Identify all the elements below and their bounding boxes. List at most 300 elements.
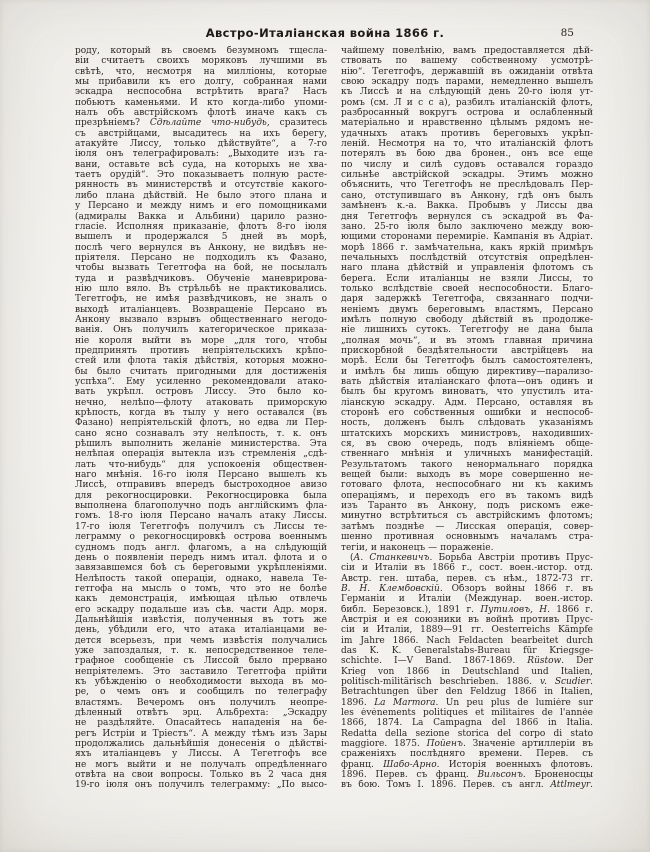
italic-text-segment: Rüstow (527, 656, 562, 667)
text-line (341, 584, 593, 594)
text-line (341, 760, 593, 770)
text-line (75, 67, 327, 77)
text-segment: пріятеля. Персано не подходилъ къ Фазано, (75, 252, 327, 263)
text-line (341, 87, 593, 97)
text-segment: чайшему повелѣнію, вамъ предоставляется дѣй- (341, 46, 593, 56)
text-columns (75, 46, 593, 791)
text-line (75, 274, 327, 284)
text-line (341, 77, 593, 87)
text-segment: Betrachtungen über den Feldzug 1866 in Italien, (341, 687, 593, 698)
text-segment: ствовать по вашему собственному усмотрѣ- (341, 56, 593, 67)
text-line (75, 377, 327, 387)
text-line (341, 243, 593, 253)
text-segment: наго мнѣнія. 16-го іюля Персано вышелъ къ (75, 470, 327, 481)
text-segment: судномъ подъ англ. флагомъ, а на слѣдующій (75, 542, 327, 553)
text-segment: мы прибавили къ его долгу, собранная нами (75, 77, 327, 88)
text-segment: les événements politiques et militaires de l'année (341, 708, 593, 718)
text-line (75, 263, 327, 273)
text-segment: его эскадру подальше изъ сѣв. части Адр. моря. (75, 604, 327, 615)
text-line (75, 418, 327, 428)
text-line (341, 646, 593, 656)
text-line (75, 253, 327, 263)
text-line (341, 294, 593, 304)
text-segment: эскадра неспособна встрѣтить врага? Насъ (75, 87, 327, 98)
text-line (75, 605, 327, 615)
text-segment: нію“. Тегетгофъ, державшій въ ожиданіи отвѣта (341, 66, 593, 77)
text-segment: свою эскадру подъ парами, немедленно вышелъ (341, 77, 593, 88)
text-line (75, 346, 327, 356)
text-segment: свѣтѣ, что, несмотря на милліоны, которые (75, 66, 327, 77)
text-segment: Дальнѣйшія извѣстія, полученныя въ тотъ же (75, 614, 327, 625)
text-line (75, 201, 327, 211)
text-segment: сіи и Италіи въ 1866 г., сост. воен.-истор. отд. (341, 563, 593, 574)
text-line (75, 470, 327, 480)
text-line (75, 294, 327, 304)
text-line (341, 56, 593, 66)
text-segment: въ бою. Томъ I. 1896. Перев. съ англ. (341, 780, 551, 791)
text-segment: послѣ чего вернулся въ Анкону, не видѣвъ не- (75, 242, 327, 253)
text-line (341, 480, 593, 490)
text-line (75, 232, 327, 242)
text-line (341, 398, 593, 408)
text-line (75, 636, 327, 646)
text-segment: нію шло вяло. Въ стрѣльбѣ не практиковались. (75, 283, 327, 294)
text-segment: графное сообщеніе съ Лиссой было прервано (75, 656, 327, 667)
text-line (341, 501, 593, 511)
text-segment: непріятелемъ. Это заставило Тегетгофа прійти (75, 666, 327, 677)
italic-text-segment: Шабо-Арно (383, 759, 437, 770)
text-segment: разбросанный вокругъ острова и ослабленный (341, 108, 593, 119)
text-line (341, 667, 593, 677)
text-segment: вани, оставьте всѣ суда, на которыхъ не хва- (75, 159, 327, 170)
text-segment: іюля онъ телеграфировалъ: „Выходите изъ га- (75, 149, 327, 160)
text-segment: съ австрійцами, высадитесь на ихъ берегу, (75, 128, 327, 139)
text-line (341, 118, 593, 128)
text-line (341, 460, 593, 470)
text-line (75, 284, 327, 294)
text-line (341, 367, 593, 377)
text-line (75, 222, 327, 232)
text-segment: таетъ орудій“. Это показываетъ полную расте- (75, 170, 327, 181)
text-line (341, 729, 593, 739)
text-line (341, 67, 593, 77)
text-segment: Redatta della sezione storica del corpo di stato (341, 728, 593, 739)
text-segment: объяснить, что Тегетгофъ не преслѣдовалъ Пер- (341, 180, 593, 191)
text-segment: и имѣлъ бы лишь общую директиву—парализо- (341, 366, 593, 377)
text-segment: . (590, 676, 593, 687)
text-line (341, 491, 593, 501)
italic-text-segment: Путиловъ, Н. (480, 604, 550, 615)
text-line (341, 149, 593, 159)
text-line (75, 439, 327, 449)
text-segment: операціямъ, и переходъ его въ такомъ видѣ (341, 490, 593, 501)
text-line (75, 191, 327, 201)
text-segment: продолжались дальнѣйшія донесенія о дѣйстві- (75, 739, 327, 750)
text-line (75, 770, 327, 780)
text-line (341, 780, 593, 790)
text-segment: дня Тегетгофъ вернулся съ эскадрой въ Фа- (341, 211, 593, 222)
text-segment: наго плана дѣйствій и управленія флотомъ съ (341, 263, 593, 274)
text-segment: день, убѣдили его, что атака италіанцами ве- (75, 625, 327, 636)
text-line (75, 356, 327, 366)
text-segment: „полная мочь“, и въ этомъ главная причина (341, 335, 593, 346)
text-line (341, 377, 593, 387)
text-segment: . Обзоръ войны 1866 г. въ (439, 583, 593, 594)
text-segment: 1866 г. (549, 604, 593, 615)
text-segment: . Un peu plus de lumiére sur (435, 697, 593, 708)
text-line (75, 305, 327, 315)
text-segment: 1896. (341, 697, 375, 708)
text-segment: бы было считать пригодными для достиженія (75, 366, 327, 377)
text-line (75, 449, 327, 459)
text-segment: Австр. ген. штаба, перев. съ нѣм., 1872-73 гг. (341, 573, 593, 584)
text-segment: гетгофа на мысль о томъ, что это не болѣе (75, 583, 327, 594)
text-line (75, 594, 327, 604)
text-line (75, 667, 327, 677)
text-segment: уже запоздалыя, т. к. непосредственное теле- (75, 645, 327, 656)
text-line (341, 708, 593, 718)
text-line (75, 118, 327, 128)
text-line (341, 408, 593, 418)
text-line (341, 274, 593, 284)
text-segment: 1896. Перев. съ франц. (341, 770, 478, 781)
text-segment: морѣ. Если бы Тегетгофъ былъ самостоятеленъ, (341, 356, 593, 367)
text-segment: для рекогносцировки. Рекогносцировка была (75, 490, 327, 501)
text-line (341, 46, 593, 56)
text-segment: ре, о чемъ онъ и сообщилъ по телеграфу (75, 687, 327, 698)
text-segment: Krieg von 1866 in Deutschland und Italien, (341, 666, 593, 677)
text-line (75, 160, 327, 170)
text-line (75, 532, 327, 542)
italic-text-segment: La Marmora (374, 697, 436, 708)
text-segment: удачныхъ атакъ противъ береговыхъ укрѣп- (341, 128, 593, 139)
text-segment: зано. 25-го іюля было заключено между вою- (341, 221, 593, 232)
text-segment: былъ бы кругомъ виноватъ, что упустилъ ита- (341, 387, 593, 398)
text-line (341, 770, 593, 780)
text-segment: вышелъ и продержался 5 дней въ морѣ, (75, 232, 327, 243)
text-segment: . Исторія военныхъ флотовъ. (436, 759, 593, 770)
text-segment: отвѣта на свои вопросы. Только въ 2 часа дня (75, 770, 327, 781)
text-line (341, 139, 593, 149)
text-line (341, 687, 593, 697)
text-segment: крѣпость, когда въ тылу у него оставался (въ (75, 408, 327, 419)
text-segment: 17-го іюля Тегетгофъ получилъ съ Лиссы те- (75, 521, 327, 532)
text-segment: завязавшемся боѣ съ береговыми укрѣпленіями. (75, 563, 327, 574)
text-segment: лать что-нибудь“ для успокоенія обществен- (75, 459, 327, 470)
text-segment: віи считаетъ своихъ моряковъ лучшими въ (75, 56, 327, 67)
text-line (341, 222, 593, 232)
text-line (341, 98, 593, 108)
text-line (341, 449, 593, 459)
text-line (341, 201, 593, 211)
text-segment: вать укрѣпл. островъ Лиссу. Это было ко- (75, 387, 327, 398)
text-segment: къ убѣжденію о необходимости выхода въ мо- (75, 676, 327, 687)
text-line (75, 408, 327, 418)
text-segment: рянность въ министерствѣ и отсутствіе какого- (75, 180, 327, 191)
italic-text-segment: v. Scudier (540, 676, 591, 687)
page-number: 85 (560, 27, 574, 39)
text-segment: politisch-militärisch beschrieben. 1886. (341, 676, 541, 687)
text-segment: дѣленный отвѣтъ эрц. Альбрехта: „Эскадру (75, 708, 327, 718)
text-line (75, 108, 327, 118)
text-line (75, 180, 327, 190)
text-segment: туда и развѣдчиковъ. Обученіе маневрирова- (75, 273, 327, 284)
text-line (341, 160, 593, 170)
text-segment: сраженіяхъ послѣдняго времени. Перев. съ (341, 749, 593, 760)
italic-text-segment: А. Станкевичъ (353, 552, 430, 563)
text-segment: замѣненъ к.-а. Вакка. Пробывъ у Лиссы два (341, 201, 593, 212)
text-line (341, 615, 593, 625)
italic-text-segment: Attlmeyr (550, 780, 591, 791)
text-segment: тегіи, и наконецъ — пораженіе. (341, 542, 494, 553)
text-segment: 19-го іюля онъ получилъ телеграмму: „По высо- (75, 780, 327, 791)
text-line (341, 336, 593, 346)
text-segment: 1866, 1874. La Campagna del 1866 in Italia. (341, 718, 593, 729)
text-line (75, 387, 327, 397)
text-segment: успѣха“. Ему усиленно рекомендовали атако- (75, 377, 327, 387)
text-line (75, 656, 327, 666)
text-line (75, 646, 327, 656)
text-segment: роду, который въ своемъ безумномъ тщесла- (75, 46, 327, 56)
text-segment: ніе лишнихъ сутокъ. Тегетгофу не дана была (341, 325, 593, 336)
text-segment: . (590, 780, 593, 791)
text-segment: . Значеніе артиллеріи въ (462, 739, 593, 750)
text-segment: Анкону вызвало взрывъ общественнаго негодо- (75, 314, 327, 325)
text-line (341, 594, 593, 604)
text-line (75, 325, 327, 335)
text-segment: Лиссѣ, отправивъ впередъ быстроходное авизо (75, 480, 327, 491)
text-segment: минутно встрѣтиться съ австрійскимъ флотомъ; (341, 511, 593, 522)
text-segment: Нелѣпость такой операціи, однако, навела Те- (75, 573, 327, 584)
text-line (75, 563, 327, 573)
text-segment: библ. Березовск.), 1891 г. (341, 604, 481, 615)
text-segment: maggiore. 1875. (341, 739, 427, 750)
text-segment: Фазано) непріятельскій флотъ, но едва ли Пер- (75, 418, 327, 429)
text-segment: ліанскую эскадру. Адм. Персано, оставляя въ (341, 397, 593, 408)
text-segment: Австрія и ея союзники въ войнѣ противъ Прус- (341, 614, 593, 625)
text-segment: затѣмъ позднѣе — Лисская операція, совер- (341, 521, 593, 532)
text-segment: ванія. Онъ получилъ категорическое приказа- (75, 325, 327, 336)
text-line (341, 470, 593, 480)
text-segment: не могъ выйти и не получалъ опредѣленнаго (75, 759, 327, 770)
text-line (341, 191, 593, 201)
text-segment: либо плана дѣйствій. Не было этого плана и (75, 190, 327, 201)
text-line (75, 429, 327, 439)
text-line (75, 584, 327, 594)
text-line (341, 656, 593, 666)
text-line (341, 677, 593, 687)
text-line (341, 636, 593, 646)
text-segment: сіи и Италіи, 1889—91 гг. Oesterreichs Kämpfe (341, 625, 593, 636)
text-line (75, 460, 327, 470)
text-segment: im Jahre 1866. Nach Feldacten bearbeitet durch (341, 635, 593, 646)
text-segment: (адмиралы Вакка и Альбини) царило разно- (75, 211, 327, 222)
text-segment: сильнѣе австрійской эскадры. Этимъ можно (341, 170, 593, 181)
text-segment: сано, отступившаго въ Анкону, гдѣ онъ былъ (341, 190, 593, 201)
text-line (341, 439, 593, 449)
text-segment: ніе короля выйти въ море „для того, чтобы (75, 335, 327, 346)
text-line (75, 491, 327, 501)
text-line (75, 212, 327, 222)
text-line (75, 739, 327, 749)
text-line (75, 243, 327, 253)
text-line (75, 729, 327, 739)
text-segment: день о появленіи передъ нимъ итал. флота и о (75, 552, 327, 563)
text-segment: выполнена благополучно подъ англійскимъ фла- (75, 501, 327, 512)
text-segment: леній. Несмотря на то, что италіанскій флотъ (341, 139, 593, 150)
text-segment: вать дѣйствія италіанскаго флота—онъ одинъ и (341, 377, 593, 387)
text-segment: нелѣпая операція вытекла изъ стремленія „сдѣ- (75, 449, 327, 460)
text-segment: предпринять противъ непріятельскихъ крѣпо- (75, 345, 327, 356)
text-line (341, 563, 593, 573)
text-line (75, 522, 327, 532)
text-segment: морѣ 1866 г. замѣчательна, какъ яркій примѣръ (341, 242, 593, 253)
text-line (75, 718, 327, 728)
text-line (341, 522, 593, 532)
text-segment: къ Лиссѣ и на слѣдующій день 20-го іюля ут- (341, 87, 593, 98)
text-line (75, 98, 327, 108)
text-line (341, 418, 593, 428)
text-line (341, 305, 593, 315)
text-segment: сторонѣ его собственныя ошибки и неспособ- (341, 408, 593, 419)
text-segment: рѣшилъ выполнить желаніе министерства. Эта (75, 439, 327, 450)
left-text-column (75, 46, 327, 791)
text-line (75, 553, 327, 563)
text-line (341, 718, 593, 728)
text-line (341, 129, 593, 139)
text-segment: ромъ (см. Л и с с а), разбилъ италіанскій флотъ, (341, 97, 593, 108)
text-segment: печальныхъ послѣдствій отсутствія опредѣлен- (341, 252, 593, 263)
text-segment: даря задержкѣ Тегетгофа, связаннаго подчи- (341, 294, 593, 305)
text-segment: выходѣ италіанцевъ. Возвращеніе Персано въ (75, 304, 327, 315)
text-line (75, 367, 327, 377)
text-line (341, 346, 593, 356)
text-line (341, 284, 593, 294)
italic-text-segment: Пойенъ (426, 739, 463, 750)
right-text-column (341, 46, 593, 791)
text-segment: . Борьба Австріи противъ Прус- (429, 552, 593, 563)
text-line (75, 398, 327, 408)
text-line (75, 315, 327, 325)
text-segment: ность, долженъ былъ слѣдовать указаніямъ (341, 418, 593, 429)
text-segment: das K. K. Generalstabs-Bureau für Kriegsge- (341, 645, 593, 656)
text-line (341, 574, 593, 584)
text-line (75, 749, 327, 759)
text-segment: готоваго флота, неспособнаго ни къ какимъ (341, 480, 593, 491)
running-title: Австро-Италіанская война 1866 г. (205, 26, 445, 40)
text-line (75, 677, 327, 687)
text-segment: атакуйте Лиссу, только дѣйствуйте“, а 7-го (75, 139, 327, 150)
text-line (341, 698, 593, 708)
text-segment: Тегетгофъ, не имѣя развѣдчиковъ, не зналъ о (75, 294, 327, 305)
text-segment: властямъ. Вечеромъ онъ получилъ неопре- (75, 697, 327, 708)
text-line (75, 543, 327, 553)
text-line (75, 625, 327, 635)
text-segment: штатскихъ морскихъ министровъ, находивших- (341, 428, 593, 439)
text-line (75, 139, 327, 149)
text-line (341, 429, 593, 439)
text-line (75, 780, 327, 790)
text-line (75, 170, 327, 180)
text-segment: Германіи и Италіи (Междунар. воен.-истор. (341, 594, 593, 605)
text-line (341, 625, 593, 635)
text-segment: . Броненосцы (522, 770, 593, 781)
text-segment: сано ясно сознавалъ эту нелѣпость, т. к. онъ (75, 428, 327, 439)
text-line (75, 149, 327, 159)
text-line (341, 532, 593, 542)
text-line (341, 253, 593, 263)
text-line (75, 687, 327, 697)
text-segment: ственнаго мнѣнія и уличныхъ манифестацій. (341, 449, 593, 460)
text-segment: не раздѣляйте. Опасайтесь нападенія на бе- (75, 718, 327, 729)
text-segment: у Персано и между нимъ и его помощниками (75, 201, 327, 212)
text-line (75, 708, 327, 718)
text-line (341, 553, 593, 563)
text-line (75, 77, 327, 87)
text-segment: стей или флота такія дѣйствія, которыя можно- (75, 356, 327, 367)
text-segment: ся, въ свою очередь, подъ вліяніемъ обще- (341, 439, 593, 450)
text-segment: побьютъ каменьями. И кто когда-либо упоми- (75, 97, 327, 108)
text-segment: вещей были: выходъ въ море совершенно не- (341, 470, 593, 481)
text-segment: по числу и силѣ судовъ оставался гораздо (341, 159, 593, 170)
text-line (341, 315, 593, 325)
italic-text-segment: Сдѣлайте что-нибудь (149, 118, 267, 129)
text-segment: шенно противная основнымъ началамъ стра- (341, 532, 593, 543)
text-line (75, 87, 327, 97)
text-line (341, 108, 593, 118)
text-line (341, 356, 593, 366)
text-segment: ( (350, 552, 354, 563)
text-segment: регъ Истріи и Тріестъ“. А между тѣмъ изъ Зары (75, 728, 327, 739)
text-segment: яхъ италіанцевъ у Лиссы. А Тегетгофъ все (75, 749, 327, 760)
text-line (341, 749, 593, 759)
text-segment: . Der (561, 656, 593, 667)
text-line (341, 180, 593, 190)
text-segment: изъ Таранто въ Анкону, подъ рискомъ еже- (341, 501, 593, 512)
text-line (341, 212, 593, 222)
text-segment: , сразитесь (266, 118, 327, 129)
text-line (75, 760, 327, 770)
text-line (75, 336, 327, 346)
text-segment: чтобы вызвать Тегетгофа на бой, не посылалъ (75, 263, 327, 274)
text-segment: schichte. I—V Band. 1867-1869. (341, 656, 528, 667)
text-segment: берега. Если италіанцы не взяли Лиссы, то (341, 273, 593, 284)
text-line (341, 232, 593, 242)
text-segment: презрѣніемъ? (75, 118, 150, 129)
italic-text-segment: Вильсонъ (477, 770, 523, 781)
text-line (341, 543, 593, 553)
text-line (341, 325, 593, 335)
text-segment: какъ демонстрація, имѣющая цѣлью отвлечь (75, 594, 327, 605)
text-segment: леграмму о рекогносцировкѣ острова военнымъ (75, 532, 327, 543)
text-line (75, 615, 327, 625)
text-line (341, 739, 593, 749)
text-segment: прискорбной бездѣятельности австрійцевъ на (341, 345, 593, 356)
text-line (341, 263, 593, 273)
text-line (75, 129, 327, 139)
text-line (75, 46, 327, 56)
text-line (341, 387, 593, 397)
text-line (341, 511, 593, 521)
text-line (75, 574, 327, 584)
text-line (75, 511, 327, 521)
text-segment: потерялъ въ бою два бронен., онъ все еще (341, 149, 593, 160)
text-segment: неніемъ двумъ береговымъ властямъ, Персано (341, 304, 593, 315)
text-segment: налъ объ австрійскомъ флотѣ иначе какъ съ (75, 108, 327, 119)
text-line (341, 170, 593, 180)
text-line (75, 56, 327, 66)
text-line (75, 501, 327, 511)
